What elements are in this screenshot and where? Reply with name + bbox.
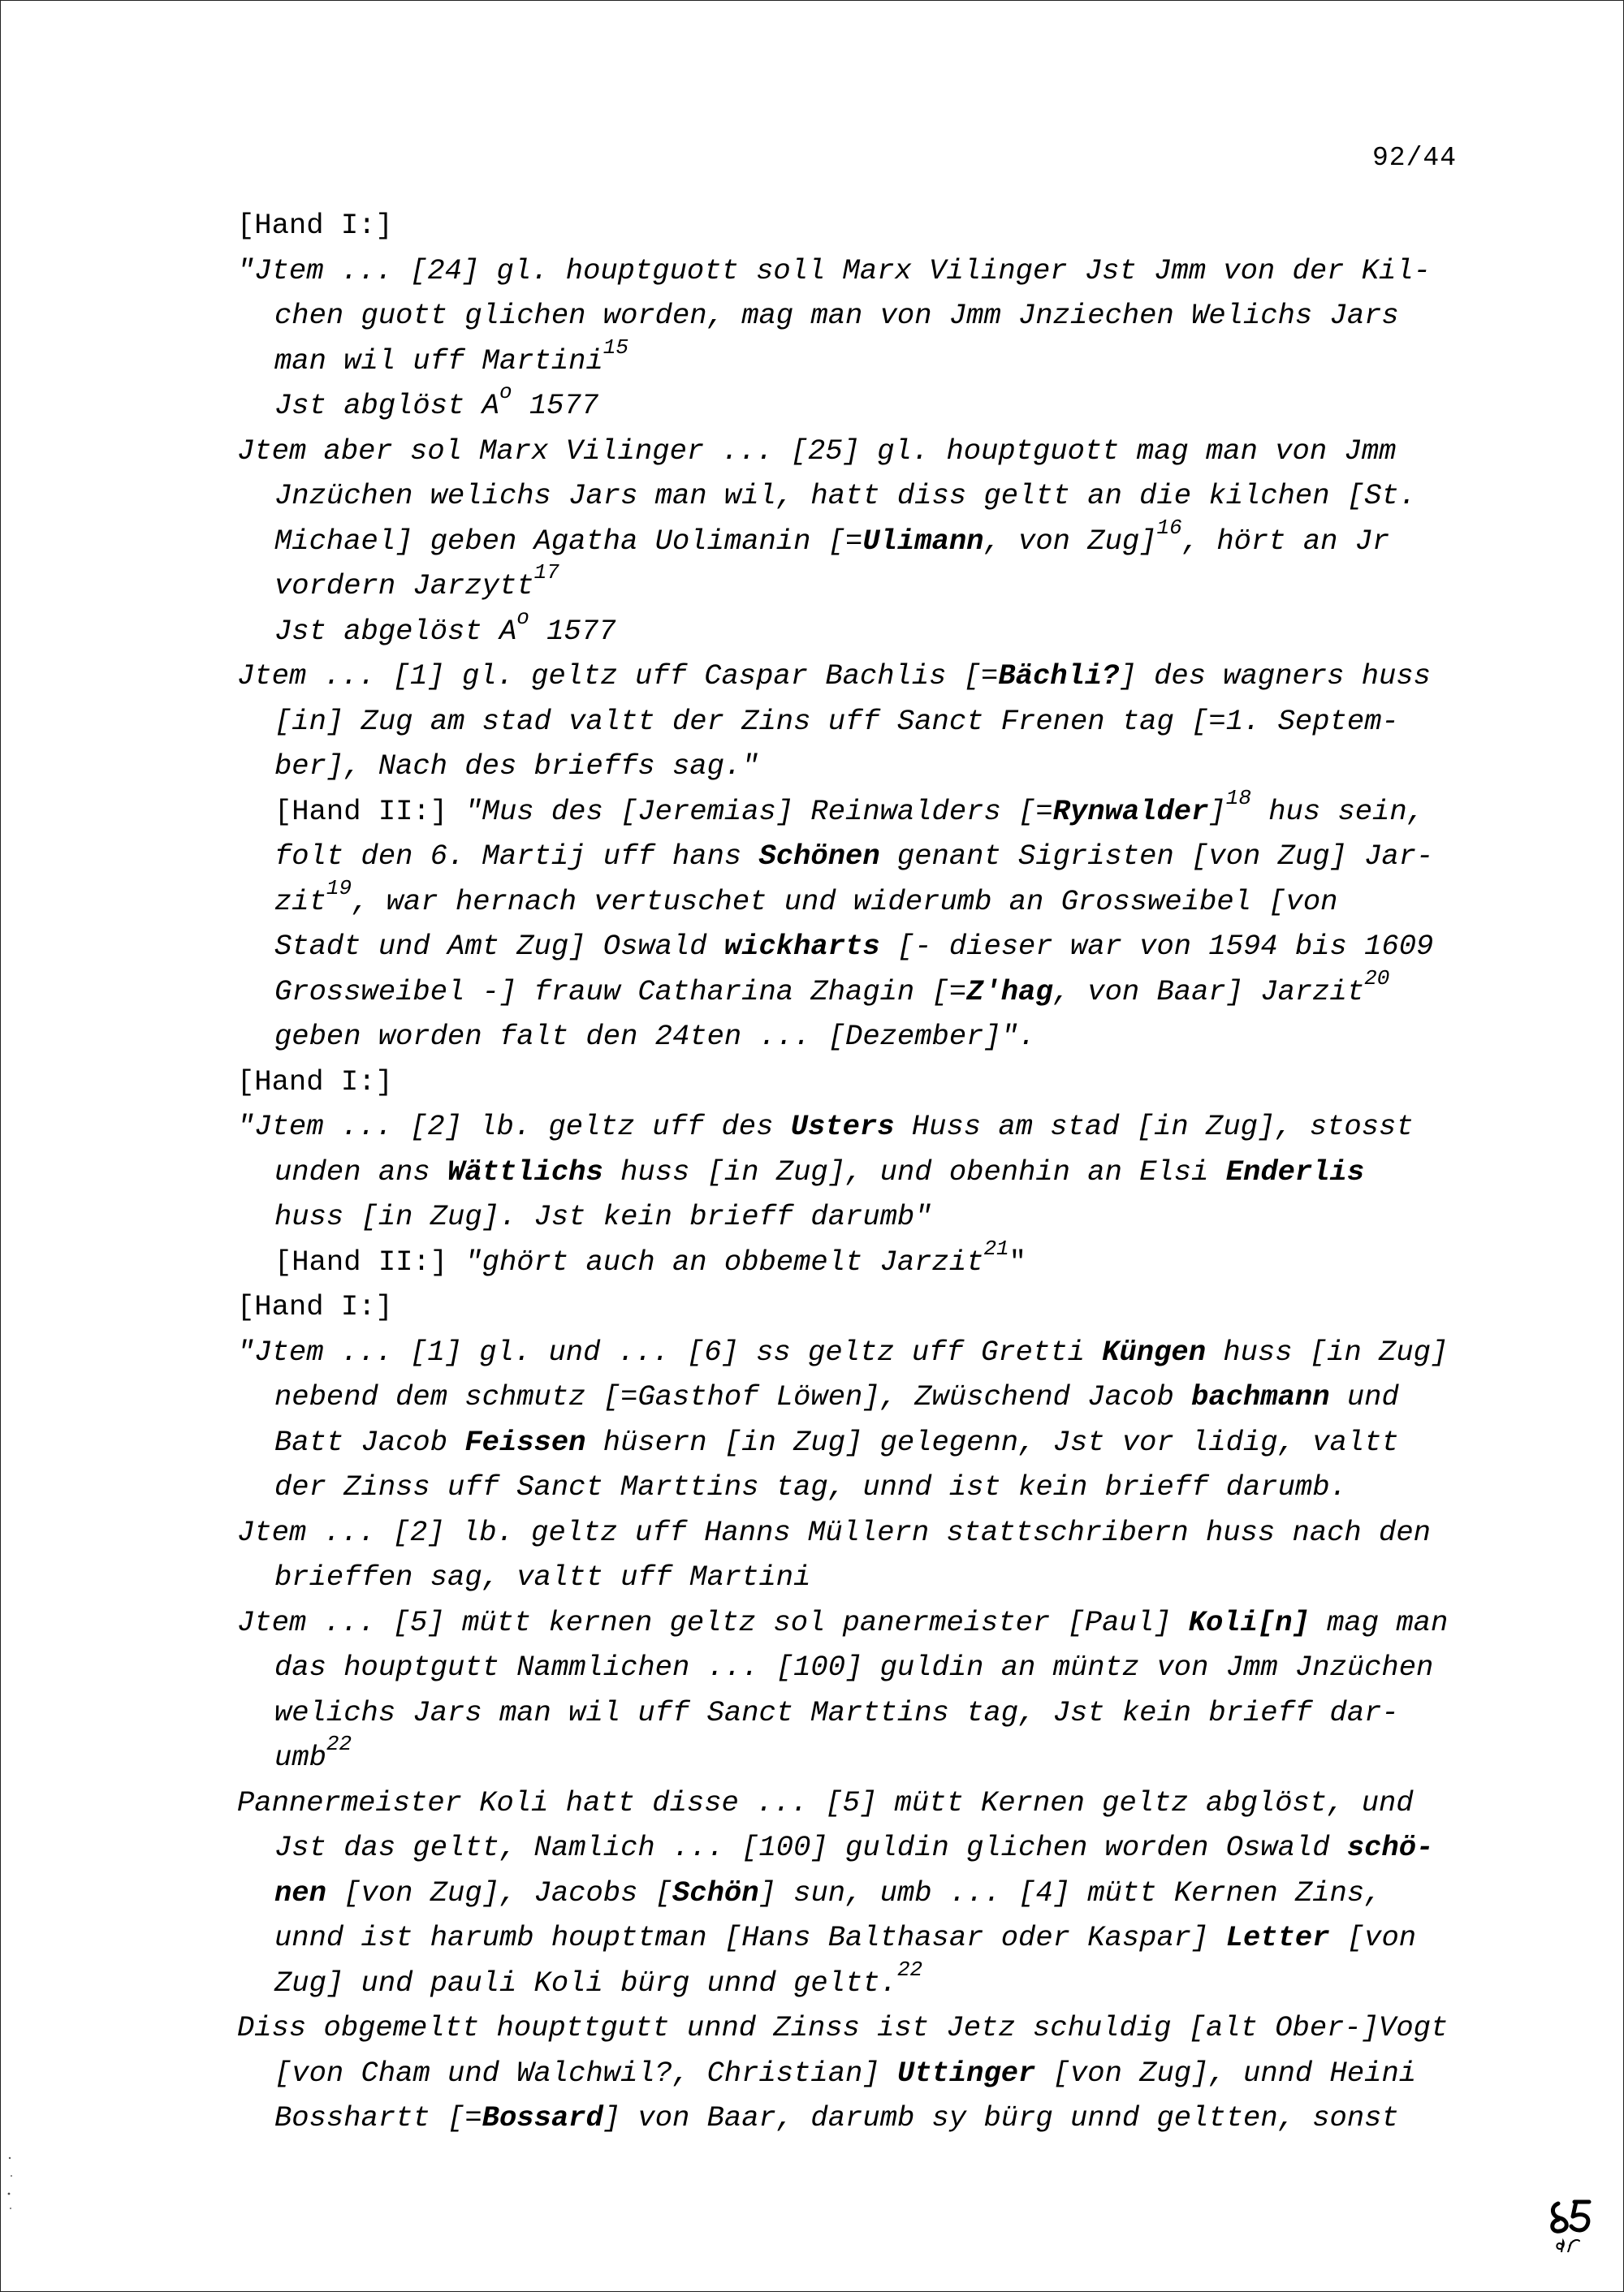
text-line: geben worden falt den 24ten ... [Dezember]". [274,1020,1036,1053]
text-line: Jst das geltt, Namlich ... [100] guldin glichen worden Oswald schö- [274,1831,1434,1864]
text-line: [von Cham und Walchwil?, Christian] Uttinger [von Zug], unnd Heini [274,2056,1417,2090]
text-line: "Jtem ... [1] gl. und ... [6] ss geltz uff Gretti Küngen huss [in Zug] [237,1335,1449,1369]
text-line: huss [in Zug]. Jst kein brieff darumb" [274,1200,932,1233]
text-line: nebend dem schmutz [=Gasthof Löwen], Zwüschend Jacob bachmann und [274,1380,1399,1414]
text-line: zit$^{19}$, war hernach vertuschet und widerumb an Grossweibel [von [274,875,1338,918]
text-line: Jst abglöst $A^o$ 1577 [274,380,599,422]
footnote-ref: 22 [326,1732,352,1757]
footnote-ref: 15 [603,335,628,360]
text-line: ber], Nach des brieffs sag." [274,749,759,783]
text-line: brieffen sag, valtt uff Martini [274,1560,811,1594]
footnote-ref: 18 [1225,785,1251,810]
text-line: folt den 6. Martij uff hans Schönen genant Sigristen [von Zug] Jar- [274,840,1434,873]
text-line: Jnzüchen welichs Jars man wil, hatt diss geltt an die kilchen [St. [274,479,1417,512]
text-line: welichs Jars man wil uff Sanct Marttins tag, Jst kein brieff dar- [274,1695,1399,1729]
text-line: unden ans Wättlichs huss [in Zug], und obenhin an Elsi Enderlis [274,1155,1365,1189]
page-number: 92/44 [1372,143,1458,173]
hand-marker: [Hand I:] [237,1290,393,1323]
text-line: [Hand II:] "Mus des [Jeremias] Reinwalders [=Rynwalder]$^{18}$ hus sein, [274,785,1424,828]
text-line: "Jtem ... [24] gl. houptguott soll Marx Vilinger Jst Jmm von der Kil- [237,253,1431,287]
text-line: Bosshartt [=Bossard] von Baar, darumb sy bürg unnd geltten, sonst [274,2101,1399,2134]
text-line: Jtem ... [5] mütt kernen geltz sol panermeister [Paul] Koli[n] mag man [237,1605,1449,1639]
text-line: Jtem aber sol Marx Vilinger ... [25] gl. houptguott mag man von Jmm [237,434,1397,468]
text-line: Pannermeister Koli hatt disse ... [5] mütt Kernen geltz abglöst, und [237,1785,1414,1819]
footnote-ref: 19 [326,875,352,900]
text-line: Jst abgelöst $A^o$ 1577 [274,605,616,648]
text-line: das houptgutt Nammlichen ... [100] guldin an müntz von Jmm Jnzüchen [274,1651,1434,1684]
text-line: "Jtem ... [2] lb. geltz uff des Usters Huss am stad [in Zug], stosst [237,1110,1414,1143]
text-line: Batt Jacob Feissen hüsern [in Zug] gelegenn, Jst vor lidig, valtt [274,1425,1399,1459]
text-line: Michael] geben Agatha Uolimanin [=Ulimann, von Zug]$^{16}$, hört an Jr [274,515,1390,558]
text-line: nen [von Zug], Jacobs [Schön] sun, umb ... [4] mütt Kernen Zins, [274,1875,1382,1910]
text-line: umb$^{22}$ [274,1732,352,1774]
hand-marker: [Hand I:] [237,209,393,242]
text-line: chen guott glichen worden, mag man von Jmm Jnziechen Welichs Jars [274,299,1399,332]
footnote-ref: 21 [983,1236,1009,1261]
handwritten-stamp [1547,2192,1597,2252]
transcription-body [237,203,1488,2141]
scan-speck [6,2152,15,2216]
text-line: man wil uff Martini$^{15}$ [274,335,628,378]
footnote-ref: 16 [1156,515,1182,540]
text-line: Grossweibel -] frauw Catharina Zhagin [=Z'hag, von Baar] Jarzit$^{20}$ [274,965,1390,1008]
text-line: Jtem ... [1] gl. geltz uff Caspar Bachlis [=Bächli?] des wagners huss [237,659,1431,693]
footnote-ref: 17 [533,560,559,585]
hand-marker: [Hand I:] [237,1064,393,1099]
footnote-ref: 22 [896,1957,923,1982]
text-line: Stadt und Amt Zug] Oswald wickharts [- dieser war von 1594 bis 1609 [274,930,1434,963]
text-line: Diss obgemeltt houpttgutt unnd Zinss ist Jetz schuldig [alt Ober-]Vogt [237,2011,1449,2044]
text-line: [Hand II:] "ghört auch an obbemelt Jarzit$^{21}$" [274,1236,1026,1279]
text-line: Zug] und pauli Koli bürg unnd geltt.$^{22}$ [274,1957,923,2000]
text-line: vordern Jarzytt$^{17}$ [274,560,559,602]
text-line: Jtem ... [2] lb. geltz uff Hanns Müllern stattschribern huss nach den [237,1515,1431,1549]
text-line: der Zinss uff Sanct Marttins tag, unnd ist kein brieff darumb. [274,1470,1347,1504]
footnote-ref: 20 [1364,965,1390,991]
text-line: [in] Zug am stad valtt der Zins uff Sanct Frenen tag [=1. Septem- [274,704,1399,738]
text-line: unnd ist harumb houpttman [Hans Balthasar oder Kaspar] Letter [von [274,1921,1417,1954]
